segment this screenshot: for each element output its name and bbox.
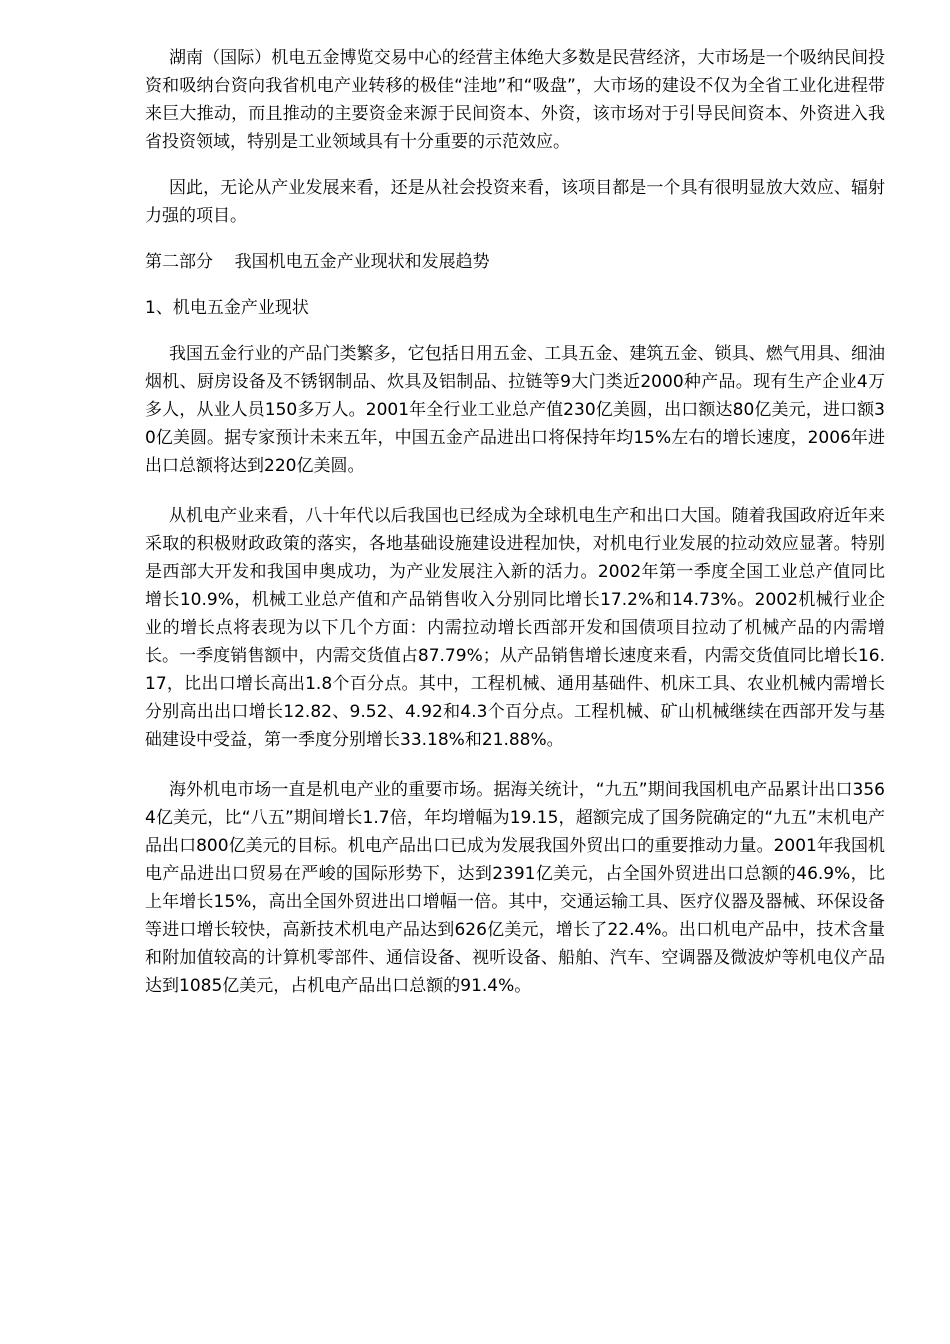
paragraph-hardware-industry: 我国五金行业的产品门类繁多，它包括日用五金、工具五金、建筑五金、锁具、燃气用具、细油烟机、厨房设备及不锈钢制品、炊具及铝制品、拉链等9大门类近2000种产品。现有生产企业4万多人，从业人员150多万人。2001年全行业工业总产值230亿美圆，出口额达80亿美元，进口额30亿美圆。据专家预计未来五年，中国五金产品进出口将保持年均15%左右的增长速度，2006年进出口总额将达到220亿美圆。 (145, 344, 885, 476)
paragraph-overseas-market: 海外机电市场一直是机电产业的重要市场。据海关统计，“九五”期间我国机电产品累计出口3564亿美元，比“八五”期间增长1.7倍，年均增幅为19.15，超额完成了国务院确定的“九五”末机电产品出口800亿美元的目标。机电产品出口已成为发展我国外贸出口的重要推动力量。2001年我国机电产品进出口贸易在严峻的国际形势下，达到2391亿美元，占全国外贸进出口总额的46.9%，比上年增长15%，高出全国外贸进出口增幅一倍。其中，交通运输工具、医疗仪器及器械、环保设备等进口增长较快，高新技术机电产品达到626亿美元，增长了22.4%。出口机电产品中，技术含量和附加值较高的计算机零部件、通信设备、视听设备、船舶、汽车、空调器及微波炉等机电仪产品达到1085亿美元，占机电产品出口总额的91.4%。 (145, 780, 885, 996)
paragraph-market-investment: 湖南（国际）机电五金博览交易中心的经营主体绝大多数是民营经济，大市场是一个吸纳民间投资和吸纳台资向我省机电产业转移的极佳“洼地”和“吸盘”，大市场的建设不仅为全省工业化进程带来巨大推动，而且推动的主要资金来源于民间资本、外资，该市场对于引导民间资本、外资进入我省投资领域，特别是工业领域具有十分重要的示范效应。 (145, 48, 885, 152)
paragraph-electromechanical-industry: 从机电产业来看，八十年代以后我国也已经成为全球机电生产和出口大国。随着我国政府近年来采取的积极财政政策的落实，各地基础设施建设进程加快，对机电行业发展的拉动效应显著。特别是西部大开发和我国申奥成功，为产业发展注入新的活力。2002年第一季度全国工业总产值同比增长10.9%，机械工业总产值和产品销售收入分别同比增长17.2%和14.73%。2002机械行业企业的增长点将表现为以下几个方面：内需拉动增长西部开发和国债项目拉动了机械产品的内需增长。一季度销售额中，内需交货值占87.79%；从产品销售增长速度来看，内需交货值同比增长16.17，比出口增长高出1.8个百分点。其中，工程机械、通用基础件、机床工具、农业机械内需增长分别高出出口增长12.82、9.52、4.92和4.3个百分点。工程机械、矿山机械继续在西部开发与基础建设中受益，第一季度分别增长33.18%和21.88%。 (145, 506, 885, 750)
subsection-heading: 1、机电五金产业现状 (145, 298, 309, 318)
document-page (145, 44, 885, 1000)
paragraph-project-effect: 因此，无论从产业发展来看，还是从社会投资来看，该项目都是一个具有很明显放大效应、辐射力强的项目。 (145, 178, 885, 226)
section-heading: 第二部分 我国机电五金产业现状和发展趋势 (145, 252, 490, 272)
